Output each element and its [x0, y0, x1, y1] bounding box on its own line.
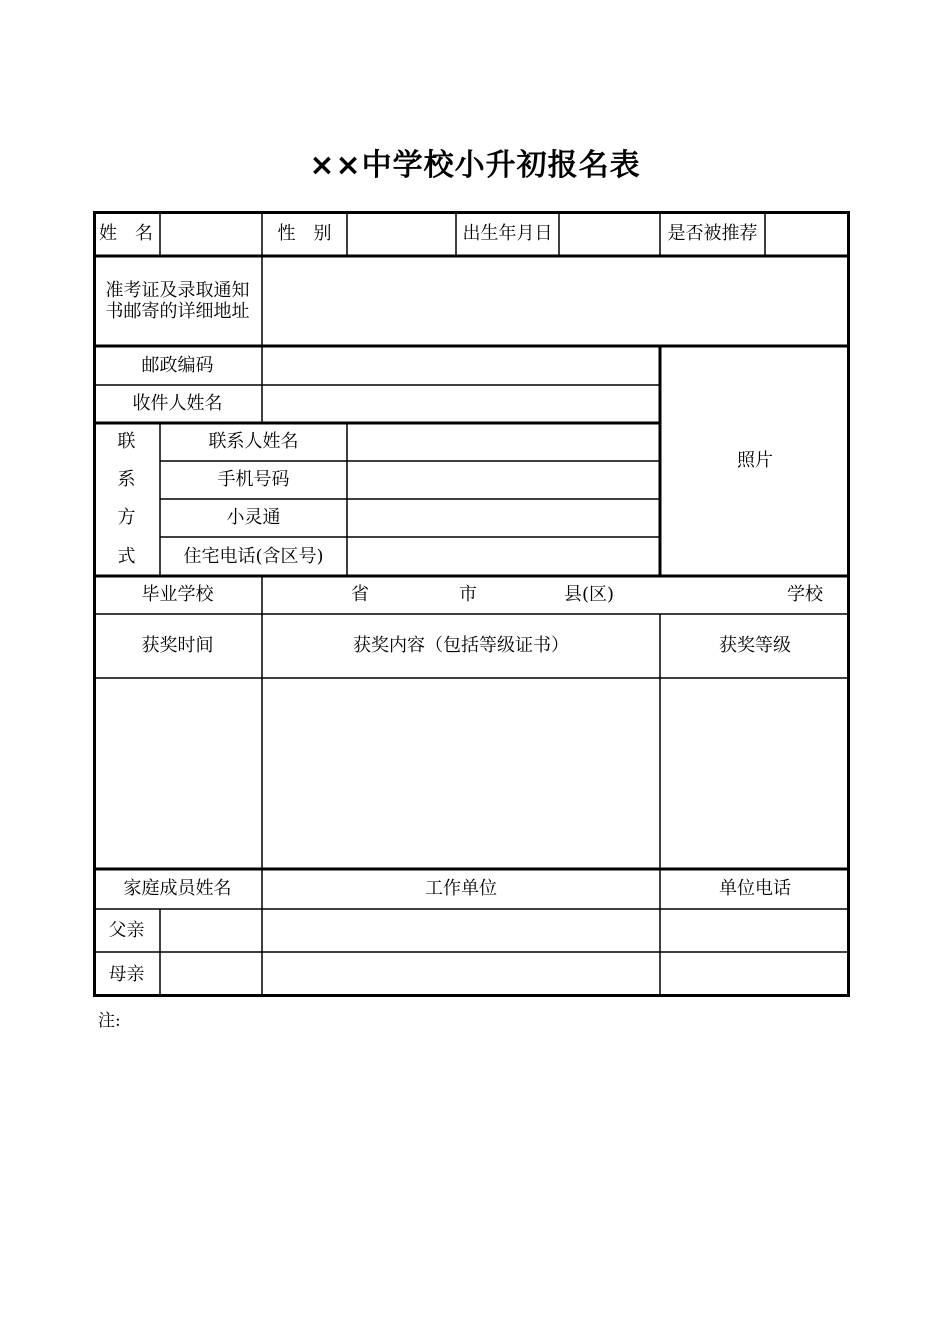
mother-label: 母亲	[108, 963, 145, 985]
name-field[interactable]	[160, 211, 262, 256]
note-label: 注:	[98, 1011, 121, 1031]
school-suffix-label: 学校	[787, 584, 823, 605]
contact-side-char-3: 方	[117, 507, 136, 528]
xiaolingtong-field[interactable]	[347, 499, 660, 537]
mobile-label: 手机号码	[217, 469, 290, 490]
award-content-header: 获奖内容（包括等级证书）	[353, 635, 569, 656]
xiaolingtong-label: 小灵通	[226, 507, 281, 528]
mother-work-phone-field[interactable]	[660, 952, 850, 997]
mother-name-field[interactable]	[160, 952, 262, 997]
home-phone-label: 住宅电话(含区号)	[183, 545, 324, 567]
photo-box[interactable]: 照片	[737, 450, 773, 471]
recommended-label: 是否被推荐	[667, 222, 758, 244]
birth-date-field[interactable]	[559, 211, 660, 256]
father-work-unit-field[interactable]	[262, 909, 660, 952]
recipient-name-label: 收件人姓名	[132, 393, 223, 414]
award-level-header: 获奖等级	[719, 635, 791, 656]
mailing-address-field[interactable]	[262, 256, 850, 346]
work-phone-header: 单位电话	[719, 878, 791, 899]
gender-label: 性 别	[277, 222, 332, 244]
father-name-field[interactable]	[160, 909, 262, 952]
father-label: 父亲	[108, 919, 145, 941]
contact-side-char-2: 系	[117, 469, 136, 490]
mobile-field[interactable]	[347, 461, 660, 499]
contact-side-char-1: 联	[117, 431, 136, 452]
award-level-field[interactable]	[660, 678, 850, 869]
recommended-field[interactable]	[765, 211, 850, 256]
contact-name-label: 联系人姓名	[208, 431, 299, 452]
mailing-address-label	[93, 256, 262, 346]
recipient-name-field[interactable]	[262, 385, 660, 423]
gender-field[interactable]	[347, 211, 456, 256]
work-unit-header: 工作单位	[425, 878, 497, 899]
birth-date-label: 出生年月日	[462, 222, 553, 244]
contact-name-field[interactable]	[347, 423, 660, 461]
province-label: 省	[351, 584, 369, 605]
county-label: 县(区)	[563, 584, 615, 605]
graduation-school-label: 毕业学校	[141, 584, 214, 605]
award-content-field[interactable]	[262, 678, 660, 869]
father-work-phone-field[interactable]	[660, 909, 850, 952]
family-member-name-header: 家庭成员姓名	[123, 878, 232, 899]
contact-side-char-4: 式	[117, 545, 136, 567]
award-time-header: 获奖时间	[141, 635, 214, 656]
postcode-label: 邮政编码	[141, 354, 214, 376]
mailing-address-label-line1: 准考证及录取通知	[105, 280, 250, 301]
home-phone-field[interactable]	[347, 537, 660, 576]
mailing-address-label-line2: 书邮寄的详细地址	[105, 301, 250, 322]
award-time-field[interactable]	[93, 678, 262, 869]
name-label: 姓 名	[99, 222, 153, 244]
mother-work-unit-field[interactable]	[262, 952, 660, 997]
page-title: ××中学校小升初报名表	[309, 148, 641, 183]
city-label: 市	[459, 584, 477, 605]
postcode-field[interactable]	[262, 346, 660, 385]
registration-form	[93, 211, 850, 997]
